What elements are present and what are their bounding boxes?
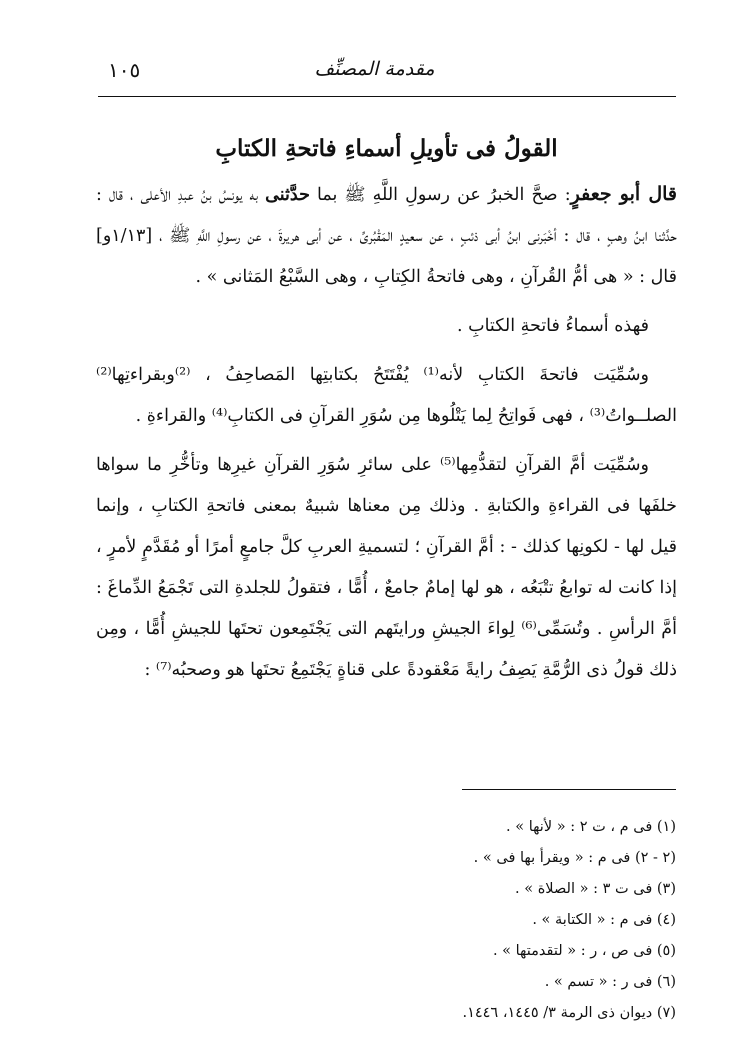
paragraph-4: وسُمِّيَت أمَّ القرآنِ لتقدُّمِها⁽⁵⁾ على سائرِ سُوَرِ القرآنِ غيرِها وتأخُّرِ ما سواها خلفَها فى القراءةِ والكتابةِ . وذلك مِن معناها شبيهٌ بمعنى فاتحةِ الكتابِ ، وإنما قيل لها - لكونِها كذلك - : أمَّ القرآنِ ؛ لتسميةِ العربِ كلَّ جامعٍ أمرًا أو مُقَدَّمٍ لأمرٍ ، إذا كانت له توابعُ تتْبَعُه ، هو لها إمامٌ جامعٌ ، أُمًّا ، فتقولُ للجلدةِ التى تَجْمَعُ الدِّماغَ : أمَّ الرأسِ . وتُسَمِّى⁽⁶⁾ لِواءَ الجيشِ ورايتَهم التى يَجْتَمِعون تحتَها للجيشِ أُمًّا ، ومِن ذلك قولُ ذى الرُّمَّةِ يَصِفُ رايةً مَعْقودةً على قناةٍ يَجْتَمِعُ تحتَها هو وصحبُه⁽⁷⁾ : [96,455,677,680]
paragraph-1-text-a: : صحَّ الخبرُ عن رسولِ اللَّهِ ﷺ بما [309,185,571,205]
narration-verb: حدَّثنى [265,185,310,205]
footnote-4: (٤) فى م : « الكتابة » . [532,912,676,928]
footnote-1: (١) فى م ، ت ٢ : « لأنها » . [506,819,676,835]
footnote-divider [462,789,676,790]
paragraph-2: فهذه أسماءُ فاتحةِ الكتابِ . [457,316,649,336]
footnote-5: (٥) فى ص ، ر : « لتقدمتها » . [492,943,676,959]
header-divider [98,96,676,97]
running-title: مقدمة المصنِّف [314,58,435,80]
footnote-3: (٣) فى ت ٣ : « الصلاة » . [515,881,676,897]
paragraph-3: وسُمِّيَت فاتحةَ الكتابِ لأنه⁽¹⁾ يُفْتَتَحُ بكتابتِها المَصاحِفُ ، ⁽²⁾وبقراءتِها⁽²⁾ الصلــواتُ⁽³⁾ ، فهى فَواتِحُ لِما يَتْلُوها مِن سُوَرِ القرآنِ فى الكتابِ⁽⁴⁾ والقراءةِ . [96,365,677,426]
footnote-7: (٧) ديوان ذى الرمة ٣/ ١٤٤٥، ١٤٤٦. [462,1005,676,1021]
footnote-6: (٦) فى ر : « تسم » . [544,974,676,990]
page-number: ١٠٥ [108,58,141,82]
footnote-2: (٢ - ٢) فى م : « ويقرأ بها فى » . [473,850,676,866]
main-text [96,128,677,699]
footnotes [116,812,676,1029]
paragraph-1 [96,174,677,298]
paragraph-1-text-b: به يونسُ بنُ عبدِ الأعلى ، قال : حدَّثنا ابنُ وهبٍ ، قال : أخْبَرنى ابنُ أبى ذئبٍ ، عن سعيدٍ المَقْبُرىِّ ، عن أبى هريرةَ ، عن رسولِ اللَّهِ ﷺ ، [١/١٣و] قال : « هى أمُّ القُرآنِ ، وهى فاتحةُ الكِتابِ ، وهى السَّبْعُ المَثانى » . [96,185,677,287]
chapter-heading: القولُ فى تأويلِ أسماءِ فاتحةِ الكتابِ [215,135,558,162]
speaker-name: قال أبو جعفرٍ [570,183,678,205]
